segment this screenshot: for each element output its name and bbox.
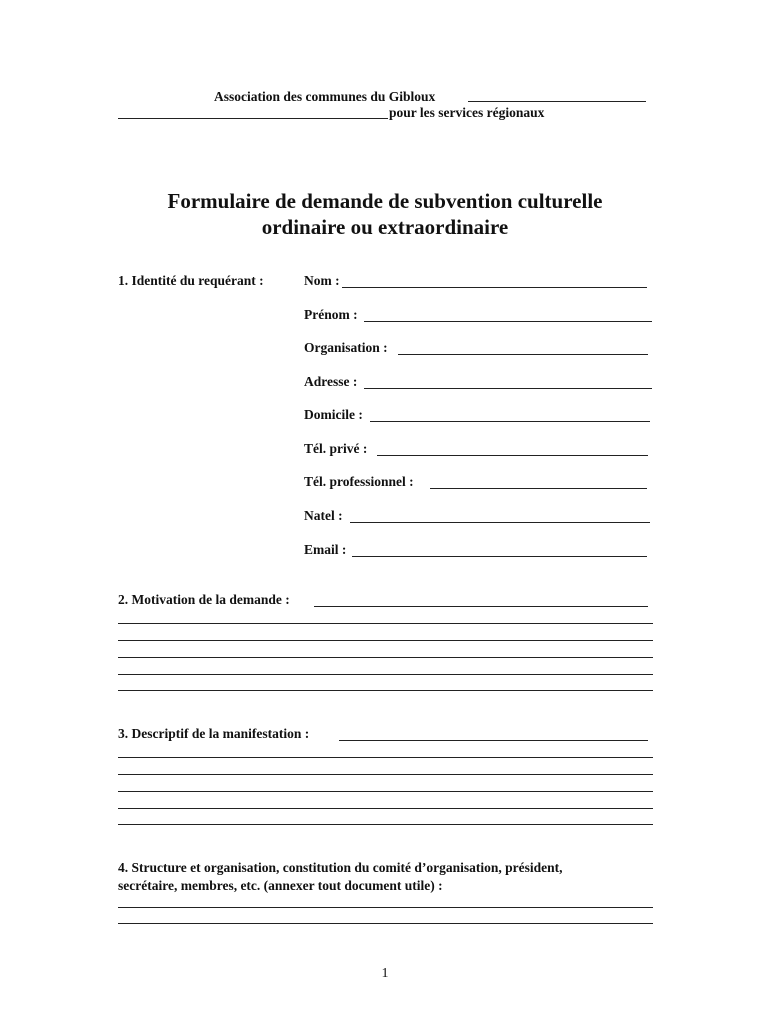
section-3-line-inline[interactable]: [339, 740, 648, 741]
field-label-organisation: Organisation :: [304, 340, 388, 355]
section-3-line[interactable]: [118, 824, 653, 825]
page-number: 1: [381, 966, 389, 981]
section-3-line[interactable]: [118, 808, 653, 809]
section-2-line[interactable]: [118, 690, 653, 691]
field-label-tel-professionnel: Tél. professionnel :: [304, 474, 414, 489]
section-2-label: 2. Motivation de la demande :: [118, 592, 290, 607]
field-label-nom: Nom :: [304, 273, 340, 288]
form-title-line-1: Formulaire de demande de subvention culturelle: [167, 189, 603, 213]
section-2-line[interactable]: [118, 674, 653, 675]
section-4-line[interactable]: [118, 907, 653, 908]
section-3-line[interactable]: [118, 774, 653, 775]
field-label-adresse: Adresse :: [304, 374, 358, 389]
field-label-email: Email :: [304, 542, 347, 557]
field-label-prenom: Prénom :: [304, 307, 358, 322]
section-3-label: 3. Descriptif de la manifestation :: [118, 726, 310, 741]
field-line-tel-prive[interactable]: [377, 455, 648, 456]
field-line-email[interactable]: [352, 556, 647, 557]
form-title-line-2: ordinaire ou extraordinaire: [261, 215, 509, 239]
field-line-organisation[interactable]: [398, 354, 648, 355]
section-4-line[interactable]: [118, 923, 653, 924]
section-1-label: 1. Identité du requérant :: [118, 273, 264, 288]
field-line-prenom[interactable]: [364, 321, 652, 322]
header-services: pour les services régionaux: [389, 105, 545, 120]
field-label-domicile: Domicile :: [304, 407, 363, 422]
field-line-domicile[interactable]: [370, 421, 650, 422]
field-line-nom[interactable]: [342, 287, 647, 288]
field-label-tel-prive: Tél. privé :: [304, 441, 368, 456]
section-3-line[interactable]: [118, 757, 653, 758]
section-4-label-line-2: secrétaire, membres, etc. (annexer tout document utile) :: [118, 878, 443, 893]
header-blank-line-2: [118, 118, 388, 119]
section-4-label-line-1: 4. Structure et organisation, constitution du comité d’organisation, président,: [118, 860, 563, 875]
section-3-line[interactable]: [118, 791, 653, 792]
section-2-line[interactable]: [118, 657, 653, 658]
field-label-natel: Natel :: [304, 508, 343, 523]
header-blank-line-1: [468, 101, 646, 102]
section-2-line-inline[interactable]: [314, 606, 648, 607]
section-2-line[interactable]: [118, 623, 653, 624]
field-line-natel[interactable]: [350, 522, 650, 523]
header-association: Association des communes du Gibloux: [214, 89, 436, 104]
field-line-adresse[interactable]: [364, 388, 652, 389]
section-2-line[interactable]: [118, 640, 653, 641]
field-line-tel-professionnel[interactable]: [430, 488, 647, 489]
